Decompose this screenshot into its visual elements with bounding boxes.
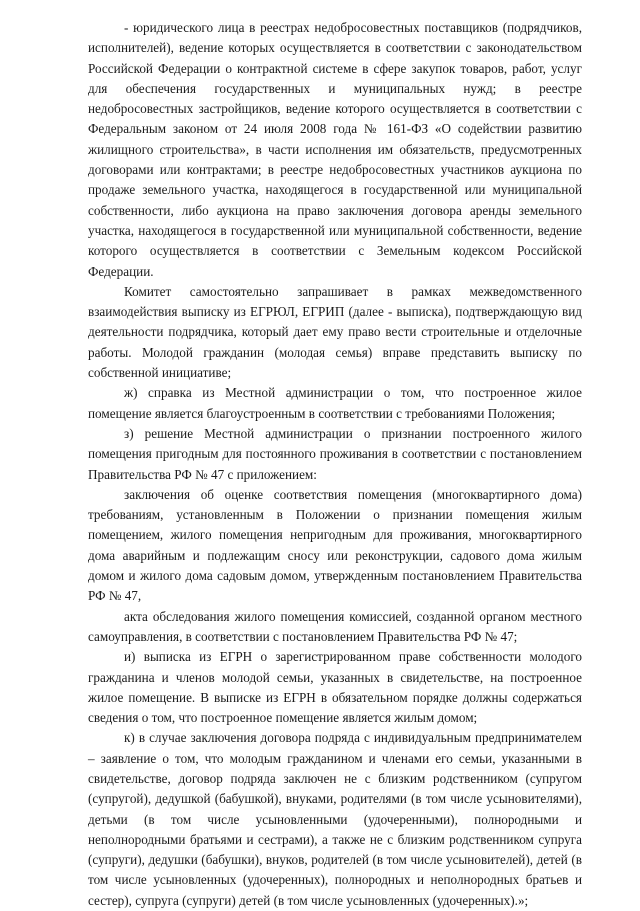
- paragraph-item-i: и) выписка из ЕГРН о зарегистрированном праве собственности молодого гражданина и членов молодой семьи, указанных в свидетельстве, на построенное жилое помещение. В выписке из ЕГРН в обязательном порядке должны содержаться сведения о том, что построенное помещение является жилым домом;: [88, 649, 582, 726]
- paragraph-item-zh: ж) справка из Местной администрации о том, что построенное жилое помещение является благоустроенным в соответствии с требованиями Положения;: [88, 385, 582, 421]
- paragraph-committee-request: Комитет самостоятельно запрашивает в рамках межведомственного взаимодействия выписку из ЕГРЮЛ, ЕГРИП (далее - выписка), подтверждающую вид деятельности подрядчика, который дает ему право вести строительные и отделочные работы. Молодой гражданин (молодая семья) вправе представить выписку по собственной инициативе;: [88, 283, 582, 381]
- document-page: [88, 18, 582, 911]
- paragraph-inspection-act: акта обследования жилого помещения комиссией, созданной органом местного самоуправления, в соответствии с постановлением Правительства РФ № 47;: [88, 608, 582, 644]
- paragraph-item-k: к) в случае заключения договора подряда с индивидуальным предпринимателем – заявление о том, что молодым гражданином и членами его семьи, указанными в свидетельстве, договор подряда заключен не с близким родственником (супругом (супругой), дедушкой (бабушкой), внуками, родителями (в том числе усыновителями), детьми (в том числе усыновленными (удочеренными), полнородными и неполнородными братьями и сестрами), а также не с близким родственником супруга (супруги), дедушки (бабушки), внуков, родителей (в том числе усыновителей), детей (в том числе усыновленных (удочеренных), полнородных и неполнородных братьев и сестер), супруга (супруги) детей (в том числе усыновленных (удочеренных).»;: [88, 730, 582, 908]
- paragraph-assessment-conclusion: заключения об оценке соответствия помещения (многоквартирного дома) требованиям, установленным в Положении о признании помещения жилым помещением, жилого помещения непригодным для проживания, многоквартирного дома аварийным и подлежащим сносу или реконструкции, садового дома жилым домом и жилого дома садовым домом, утвержденным постановлением Правительства РФ № 47,: [88, 486, 582, 604]
- paragraph-legal-entity-registries: - юридического лица в реестрах недобросовестных поставщиков (подрядчиков, исполнителей), ведение которых осуществляется в соответствии с законодательством Российской Федерации о контрактной системе в сфере закупок товаров, работ, услуг для обеспечения государственных и муниципальных нужд; в реестре недобросовестных застройщиков, ведение которого осуществляется в соответствии с Федеральным законом от 24 июля 2008 года № 161-ФЗ «О содействии развитию жилищного строительства», в части исполнения им обязательств, предусмотренных договорами или контрактами; в реестре недобросовестных участников аукциона по продаже земельного участка, находящегося в государственной или муниципальной собственности, либо аукциона на право заключения договора аренды земельного участка, находящегося в государственной или муниципальной собственности, ведение которого осуществляется в соответствии с Земельным кодексом Российской Федерации.: [88, 20, 582, 279]
- paragraph-item-z: з) решение Местной администрации о признании построенного жилого помещения пригодным для постоянного проживания в соответствии с постановлением Правительства РФ № 47 с приложением:: [88, 425, 582, 482]
